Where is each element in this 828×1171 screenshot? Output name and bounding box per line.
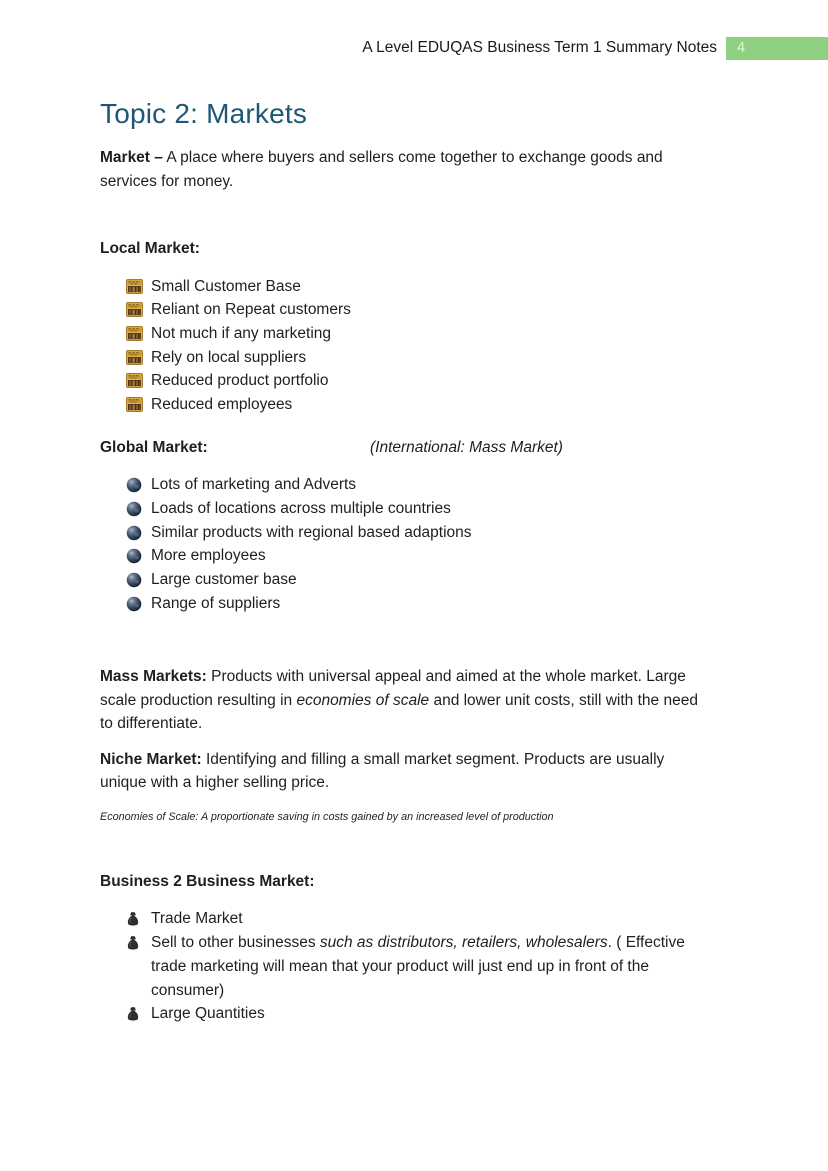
b2b-item-italic: such as distributors, retailers, wholesalers xyxy=(319,934,608,952)
b2b-market-list xyxy=(100,907,712,1026)
globe-icon xyxy=(126,572,143,588)
list-item-text xyxy=(151,931,712,1002)
local-market-list xyxy=(100,275,712,417)
list-item-text: Lots of marketing and Adverts xyxy=(151,476,357,494)
document-content xyxy=(100,97,712,1026)
list-item xyxy=(100,931,712,1002)
mass-markets-text-2: and lower unit costs, still with the need to differentiate. xyxy=(100,691,698,733)
list-item xyxy=(100,298,712,322)
global-market-note: (International: Mass Market) xyxy=(370,438,563,456)
page-number-badge xyxy=(726,37,828,60)
market-stall-icon xyxy=(126,326,143,341)
globe-icon xyxy=(126,548,143,564)
list-item-text: Not much if any marketing xyxy=(151,324,332,342)
mass-markets-paragraph xyxy=(100,665,712,736)
market-definition-paragraph xyxy=(100,146,712,193)
list-item-text: Reliant on Repeat customers xyxy=(151,301,351,319)
page-header xyxy=(0,36,828,60)
mass-markets-text-1: Products with universal appeal and aimed at the whole market. Large scale production resulting in xyxy=(100,668,686,709)
list-item xyxy=(100,473,712,497)
global-market-heading-row xyxy=(100,436,712,460)
list-item-text: More employees xyxy=(151,547,266,565)
list-item-text: Similar products with regional based adaptions xyxy=(151,523,472,541)
niche-market-text: Identifying and filling a small market segment. Products are usually unique with a higher selling price. xyxy=(100,750,665,792)
money-bag-icon xyxy=(126,1006,143,1022)
market-stall-icon xyxy=(126,397,143,412)
list-item xyxy=(100,275,712,299)
page-number: 4 xyxy=(737,40,746,56)
list-item-text: Trade Market xyxy=(151,910,243,928)
market-stall-icon xyxy=(126,350,143,365)
globe-icon xyxy=(126,596,143,612)
list-item-text: Reduced product portfolio xyxy=(151,372,329,390)
list-item xyxy=(100,1002,712,1026)
list-item xyxy=(100,907,712,931)
economies-of-scale-phrase: economies of scale xyxy=(296,691,430,709)
header-title: A Level EDUQAS Business Term 1 Summary Notes xyxy=(362,39,717,56)
market-stall-icon xyxy=(126,279,143,294)
definition-term: Market – xyxy=(100,149,163,166)
list-item-text: Rely on local suppliers xyxy=(151,348,307,366)
globe-icon xyxy=(126,477,143,493)
b2b-market-heading: Business 2 Business Market: xyxy=(100,872,315,890)
local-market-heading: Local Market: xyxy=(100,240,200,257)
money-bag-icon xyxy=(126,911,143,927)
list-item xyxy=(100,521,712,545)
money-bag-icon xyxy=(126,935,143,951)
list-item xyxy=(100,346,712,370)
list-item xyxy=(100,592,712,616)
economies-of-scale-footnote: Economies of Scale: A proportionate saving in costs gained by an increased level of production xyxy=(100,810,554,823)
list-item-text: Large Quantities xyxy=(151,1005,265,1023)
list-item xyxy=(100,393,712,417)
b2b-item-text-2: . ( Effective trade marketing will mean that your product will just end up in front of the consumer) xyxy=(151,934,685,999)
list-item-text: Small Customer Base xyxy=(151,277,301,295)
list-item-text: Reduced employees xyxy=(151,396,293,414)
list-item xyxy=(100,544,712,568)
list-item-text: Range of suppliers xyxy=(151,594,281,612)
list-item xyxy=(100,497,712,521)
niche-market-term: Niche Market: xyxy=(100,750,202,768)
globe-icon xyxy=(126,501,143,517)
niche-market-paragraph xyxy=(100,748,712,795)
market-stall-icon xyxy=(126,373,143,388)
definition-text: A place where buyers and sellers come together to exchange goods and services for money. xyxy=(100,149,663,190)
global-market-heading: Global Market: xyxy=(100,438,208,456)
mass-markets-term: Mass Markets: xyxy=(100,668,207,686)
list-item xyxy=(100,322,712,346)
list-item-text: Large customer base xyxy=(151,571,297,589)
globe-icon xyxy=(126,525,143,541)
page-title: Topic 2: Markets xyxy=(100,98,308,129)
global-market-list xyxy=(100,473,712,615)
market-stall-icon xyxy=(126,302,143,317)
list-item xyxy=(100,568,712,592)
list-item-text: Loads of locations across multiple countries xyxy=(151,499,451,517)
list-item xyxy=(100,369,712,393)
b2b-item-text-1: Sell to other businesses xyxy=(151,934,320,952)
